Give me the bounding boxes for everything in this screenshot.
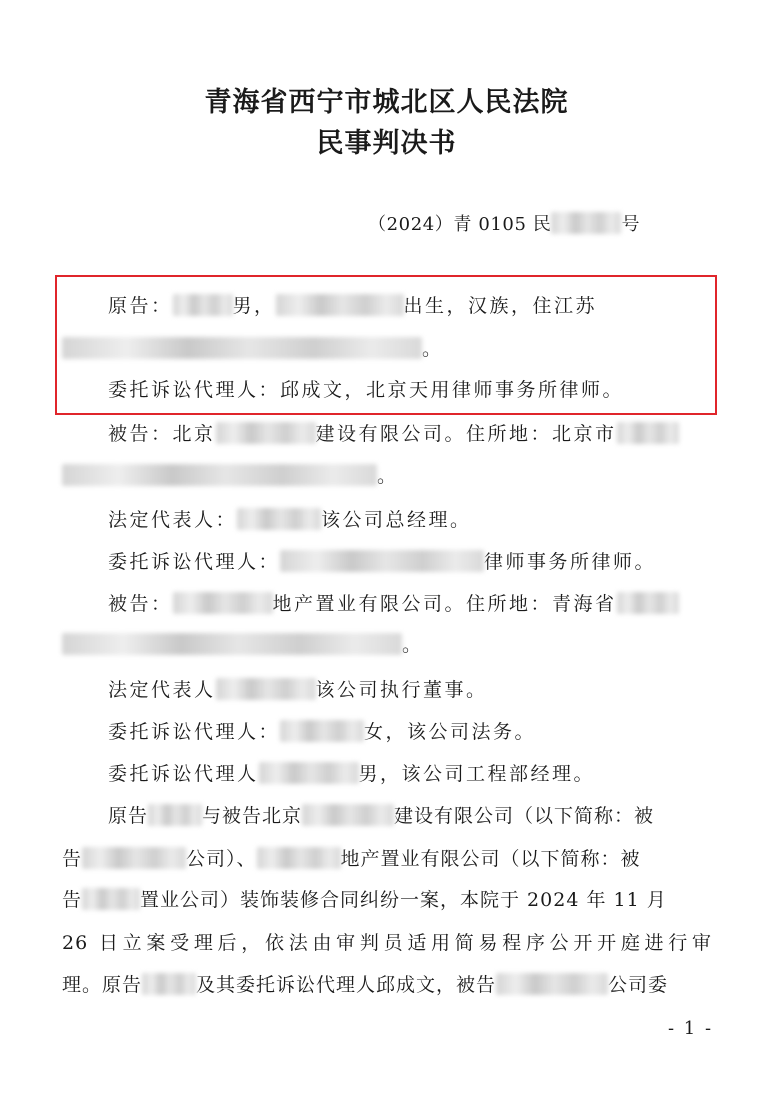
redacted-block <box>62 464 377 486</box>
body-text: 告 <box>62 889 83 911</box>
case-number <box>368 210 640 236</box>
redacted-block <box>237 508 321 530</box>
redacted-block <box>148 804 202 826</box>
defendant2-rep <box>108 677 488 703</box>
redacted-block <box>216 422 316 444</box>
body-text: 公司委 <box>608 974 669 996</box>
body-text: 公司）、 <box>186 848 257 870</box>
redacted-block <box>257 847 341 869</box>
plaintiff-gender: 男， <box>232 295 276 317</box>
defendant1-rep-label: 法定代表人： <box>108 509 238 531</box>
plaintiff-line-2-end: 。 <box>422 338 444 360</box>
defendant2-agent-2 <box>108 761 595 787</box>
defendant2-name-address: 地产置业有限公司。住所地：青海省 <box>272 593 617 615</box>
redacted-block <box>216 678 316 700</box>
body-text: 地产置业有限公司（以下简称：被 <box>340 848 641 870</box>
defendant2-line-2-end: 。 <box>402 634 424 656</box>
redacted-block <box>173 592 273 614</box>
case-number-suffix: 号 <box>621 214 641 235</box>
redacted-block <box>82 847 186 869</box>
defendant2-rep-label: 法定代表人 <box>108 679 216 701</box>
body-line-1 <box>108 803 654 829</box>
body-line-4: 26 日立案受理后，依法由审判员适用简易程序公开开庭进行审 <box>62 932 712 954</box>
plaintiff-birth-address: 出生，汉族，住江苏 <box>403 295 598 317</box>
body-text: 与被告北京 <box>202 805 303 827</box>
redacted-block <box>276 294 404 316</box>
redacted-block <box>280 550 484 572</box>
redacted-block <box>82 888 140 910</box>
redacted-block <box>617 592 679 614</box>
plaintiff-line-2 <box>62 336 444 362</box>
redacted-block <box>173 294 233 316</box>
redacted-block <box>259 762 359 784</box>
defendant1-agent-firm: 律师事务所律师。 <box>484 551 657 573</box>
defendant2-agent-1 <box>108 719 536 745</box>
defendant2-label: 被告： <box>108 593 173 615</box>
redacted-block <box>280 720 364 742</box>
defendant2-agent-2-desc: 男，该公司工程部经理。 <box>358 763 596 785</box>
body-text: 及其委托诉讼代理人邱成文，被告 <box>196 974 497 996</box>
body-line-2 <box>62 846 641 872</box>
redacted-block <box>62 337 422 359</box>
defendant2-line-1 <box>108 591 679 617</box>
defendant1-agent-label: 委托诉讼代理人： <box>108 551 281 573</box>
defendant1-line-1 <box>108 421 679 447</box>
plaintiff-line-1 <box>108 293 597 319</box>
body-line-5 <box>62 972 668 998</box>
defendant1-label: 被告：北京 <box>108 423 216 445</box>
body-text: 告 <box>62 848 83 870</box>
redacted-block <box>551 212 621 234</box>
page-number: - 1 - <box>668 1018 714 1039</box>
body-text: 理。原告 <box>62 974 143 996</box>
defendant1-rep <box>108 507 472 533</box>
defendant2-rep-title: 该公司执行董事。 <box>315 679 488 701</box>
redacted-block <box>617 422 679 444</box>
redacted-block <box>142 973 196 995</box>
body-text: 建设有限公司（以下简称：被 <box>394 805 655 827</box>
defendant2-agent-2-label: 委托诉讼代理人 <box>108 763 259 785</box>
body-text: 原告 <box>108 805 149 827</box>
redacted-block <box>302 804 394 826</box>
defendant2-line-2 <box>62 632 424 658</box>
defendant1-line-2 <box>62 463 399 489</box>
plaintiff-label: 原告： <box>108 295 173 317</box>
defendant1-rep-title: 该公司总经理。 <box>321 509 472 531</box>
defendant2-agent-1-label: 委托诉讼代理人： <box>108 721 281 743</box>
case-number-prefix: （2024）青 0105 民 <box>368 214 552 235</box>
defendant2-agent-1-desc: 女，该公司法务。 <box>364 721 537 743</box>
redacted-block <box>62 633 402 655</box>
body-line-3 <box>62 887 667 913</box>
redacted-block <box>496 973 608 995</box>
defendant1-name-address: 建设有限公司。住所地：北京市 <box>315 423 617 445</box>
defendant1-line-2-end: 。 <box>377 465 399 487</box>
document-type: 民事判决书 <box>316 128 457 159</box>
court-name: 青海省西宁市城北区人民法院 <box>204 87 569 118</box>
plaintiff-agent: 委托诉讼代理人：邱成文，北京天用律师事务所律师。 <box>108 379 625 401</box>
body-text: 置业公司）装饰装修合同纠纷一案，本院于 2024 年 11 月 <box>140 889 667 911</box>
defendant1-agent <box>108 549 656 575</box>
